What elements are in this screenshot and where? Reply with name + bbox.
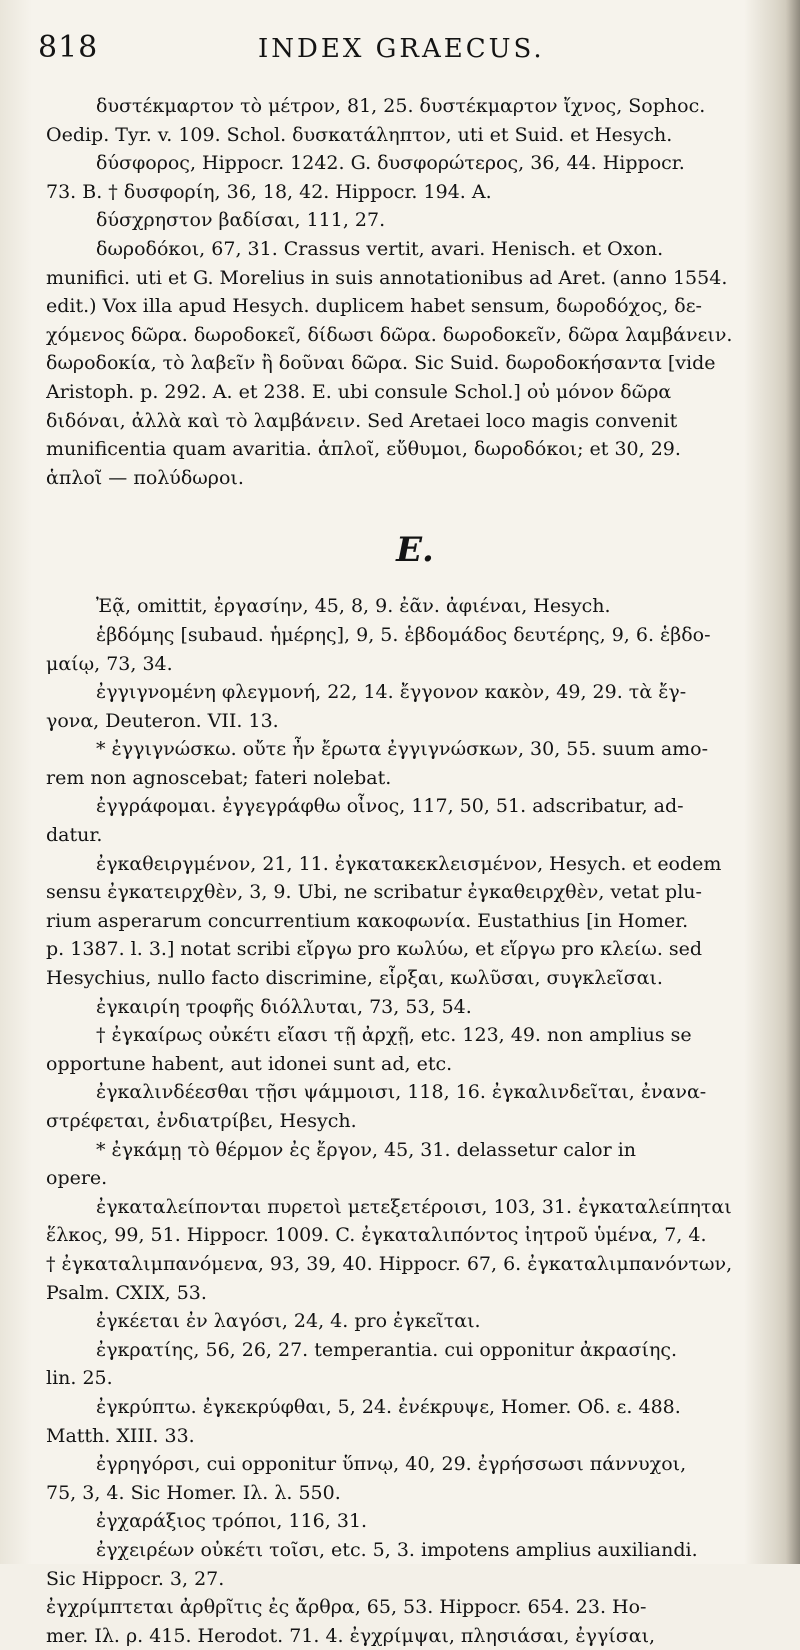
index-line: ἑβδόμης [subaud. ἡμέρης], 9, 5. ἑβδομάδος δευτέρης, 9, 6. ἑβδο-	[96, 623, 711, 646]
index-line: μαίῳ, 73, 34.	[46, 652, 173, 675]
page-header	[38, 30, 762, 70]
index-line: opere.	[46, 1167, 108, 1190]
index-line: ἐγρηγόρσι, cui opponitur ὕπνῳ, 40, 29. ἐγρήσσωσι πάννυχοι,	[96, 1453, 687, 1476]
section-letter: E.	[396, 530, 434, 571]
index-line: Ἐᾷ, omittit, ἐργασίην, 45, 8, 9. ἐᾶν. ἀφιέναι, Hesych.	[96, 595, 611, 618]
index-line: χόμενος δῶρα. δωροδοκεῖ, δίδωσι δῶρα. δωροδοκεῖν, δῶρα λαμβάνειν.	[46, 323, 733, 346]
index-line: ἐγκαταλείπονται πυρετοὶ μετεξετέροισι, 103, 31. ἐγκαταλείπηται	[96, 1195, 732, 1218]
index-line: ἐγχαράξιος τρόποι, 116, 31.	[96, 1510, 368, 1533]
index-line: mer. Ιλ. ρ. 415. Herodot. 71. 4. ἐγχρίμψαι, πλησιάσαι, ἐγγίσαι,	[46, 1624, 656, 1647]
index-line: διδόναι, ἀλλὰ καὶ τὸ λαμβάνειν. Sed Aretaei loco magis convenit	[46, 409, 678, 432]
index-line: p. 1387. l. 3.] notat scribi εἴργω pro κωλύω, et εἵργω pro κλείω. sed	[46, 938, 703, 961]
index-line: δωροδοκία, τὸ λαβεῖν ἢ δοῦναι δῶρα. Sic Suid. δωροδοκήσαντα [vide	[46, 352, 716, 375]
index-line: rium asperarum concurrentium κακοφωνία. Eustathius [in Homer.	[46, 909, 689, 932]
index-line: γονα, Deuteron. VII. 13.	[46, 709, 279, 732]
index-line: δύσφορος, Hippocr. 1242. G. δυσφορώτερος, 36, 44. Hippocr.	[96, 152, 685, 175]
index-line: * ἐγγιγνώσκω. οὔτε ἦν ἔρωτα ἐγγιγνώσκων, 30, 55. suum amo-	[96, 738, 709, 761]
index-line: ἐγκαιρίη τροφῆς διόλλυται, 73, 53, 54.	[96, 995, 472, 1018]
index-line: ἐγκρατίης, 56, 26, 27. temperantia. cui opponitur ἀκρασίης.	[96, 1338, 678, 1361]
index-line: Hesychius, nullo facto discrimine, εἷρξαι, κωλῦσαι, συγκλεῖσαι.	[46, 967, 663, 990]
entries-before-letter	[46, 92, 784, 492]
index-line: munifici. uti et G. Morelius in suis annotationibus ad Aret. (anno 1554.	[46, 266, 728, 289]
index-line: ἐγκαθειργμένον, 21, 11. ἐγκατακεκλεισμένον, Hesych. et eodem	[96, 852, 722, 875]
index-line: † ἐγκαίρως οὐκέτι εἴασι τῇ ἀρχῇ, etc. 123, 49. non amplius se	[96, 1024, 692, 1047]
index-line: ἐγγιγνομένη φλεγμονή, 22, 14. ἔγγονον κακὸν, 49, 29. τὰ ἔγ-	[96, 681, 687, 704]
index-line: lin. 25.	[46, 1367, 113, 1390]
index-line: Aristoph. p. 292. A. et 238. E. ubi consule Schol.] οὐ μόνον δῶρα	[46, 380, 672, 403]
index-line: opportune habent, aut idonei sunt ad, etc.	[46, 1052, 453, 1075]
index-line: Psalm. CXIX, 53.	[46, 1281, 207, 1304]
index-line: datur.	[46, 824, 103, 847]
index-line: edit.) Vox illa apud Hesych. duplicem habet sensum, δωροδόχος, δε-	[46, 295, 702, 318]
index-line: sensu ἐγκατειρχθὲν, 3, 9. Ubi, ne scribatur ἐγκαθειρχθὲν, vetat plu-	[46, 881, 702, 904]
index-line: Sic Hippocr. 3, 27.	[46, 1567, 225, 1590]
index-line: ἐγκαλινδέεσθαι τῇσι ψάμμοισι, 118, 16. ἐγκαλινδεῖται, ἐνανα-	[96, 1081, 707, 1104]
index-line: 73. B. † δυσφορίη, 36, 18, 42. Hippocr. 194. A.	[46, 180, 492, 203]
book-spine-shadow	[786, 0, 800, 1564]
entries-after-letter	[46, 592, 784, 1650]
index-line: ἁπλοῖ — πολύδωροι.	[46, 466, 244, 489]
index-line: ἐγκέεται ἐν λαγόσι, 24, 4. pro ἐγκεῖται.	[96, 1310, 481, 1333]
index-line: δύσχρηστον βαδίσαι, 111, 27.	[96, 209, 386, 232]
index-line: † ἐγκαταλιμπανόμενα, 93, 39, 40. Hippocr. 67, 6. ἐγκαταλιμπανόντων,	[46, 1252, 733, 1275]
index-line: ἐγχρίμπτεται ἀρθρῖτις ἐς ἄρθρα, 65, 53. Hippocr. 654. 23. Ho-	[46, 1596, 647, 1619]
index-line: στρέφεται, ἐνδιατρίβει, Hesych.	[46, 1110, 357, 1132]
index-line: ἕλκος, 99, 51. Hippocr. 1009. C. ἐγκαταλιπόντος ἰητροῦ ὑμένα, 7, 4.	[46, 1224, 707, 1247]
index-line: munificentia quam avaritia. ἁπλοῖ, εὔθυμοι, δωροδόκοι; et 30, 29.	[46, 438, 681, 461]
index-line: 75, 3, 4. Sic Homer. Ιλ. λ. 550.	[46, 1481, 341, 1504]
index-line: Oedip. Tyr. v. 109. Schol. δυσκατάληπτον, uti et Suid. et Hesych.	[46, 123, 673, 146]
index-line: ἐγχειρέων οὐκέτι τοῖσι, etc. 5, 3. impotens amplius auxiliandi.	[96, 1538, 698, 1561]
index-line: ἐγγράφομαι. ἐγγεγράφθω οἶνος, 117, 50, 51. adscribatur, ad-	[96, 795, 684, 818]
running-title: INDEX GRAECUS.	[258, 34, 545, 64]
index-line: ἐγκρύπτω. ἐγκεκρύφθαι, 5, 24. ἐνέκρυψε, Homer. Οδ. ε. 488.	[96, 1395, 681, 1418]
index-line: rem non agnoscebat; fateri nolebat.	[46, 766, 392, 789]
index-line: δωροδόκοι, 67, 31. Crassus vertit, avari. Henisch. et Oxon.	[96, 237, 664, 260]
index-line: * ἐγκάμῃ τὸ θέρμον ἐς ἔργον, 45, 31. delassetur calor in	[96, 1138, 637, 1161]
index-line: Matth. XIII. 33.	[46, 1424, 195, 1447]
index-line: δυστέκμαρτον τὸ μέτρον, 81, 25. δυστέκμαρτον ἴχνος, Sophoc.	[96, 95, 706, 117]
index-column	[46, 92, 784, 1650]
page-number: 818	[38, 30, 99, 65]
